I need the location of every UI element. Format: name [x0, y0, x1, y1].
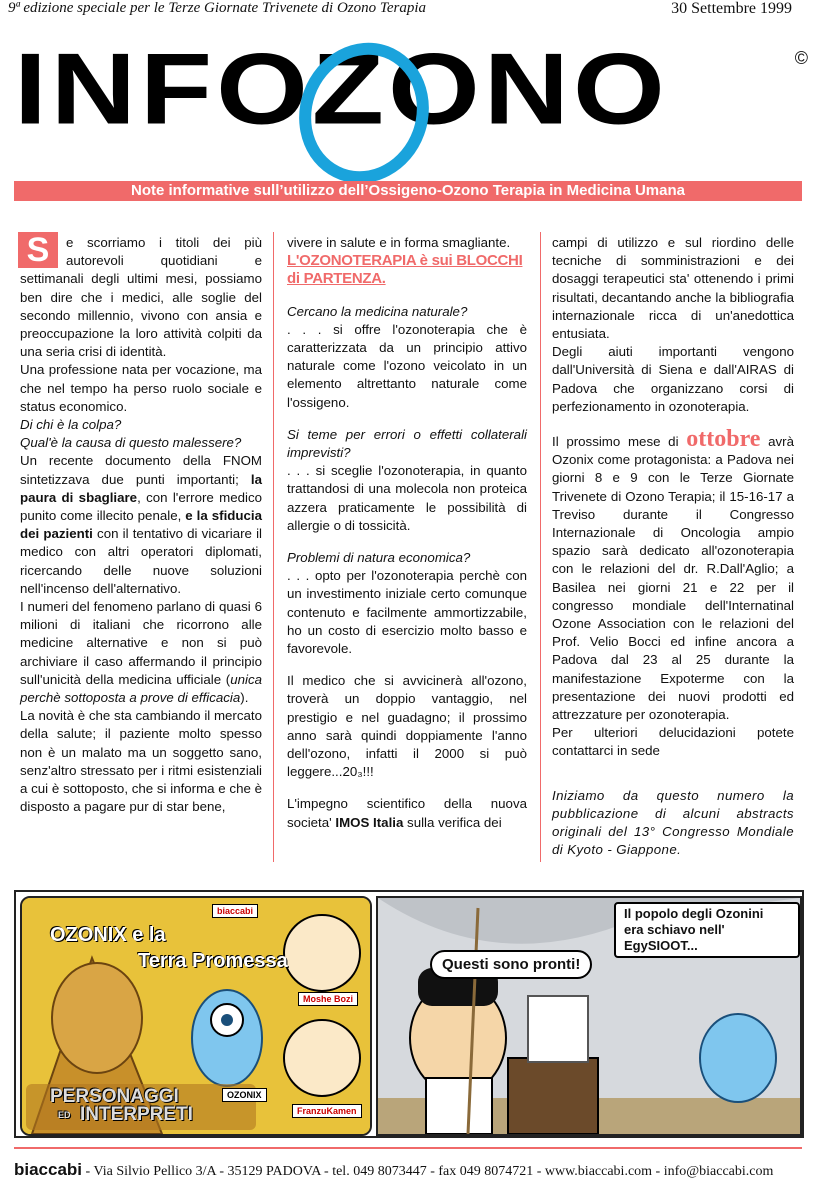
- character-label: OZONIX: [222, 1088, 267, 1102]
- comic-strip: [14, 890, 804, 1138]
- comic-caption: INTERPRETI: [80, 1104, 193, 1125]
- comic-title-2: Terra Promessa: [138, 950, 288, 972]
- issue-date: 30 Settembre 1999: [671, 0, 792, 17]
- bold-text: e la sfiducia dei pazienti: [20, 508, 262, 542]
- comic-panel-2: [376, 896, 802, 1136]
- text: avrà Ozonix come protagonista: a Padova nei giorni 8 e 9 con le Terze Giornate Trivenete di Ozono Terapia; il 15-16-17 a Treviso durante il Congresso Internazionale di Oncologia ampio spazio sarà dedicato all'ozonoterapia con le relazioni del dr. R.Dall'Aglio; a Basilea nei giorni 21 e 22 per il congresso mondiale dell'Internatinal Ozone Association con le relazioni del Prof. Velio Bocci ed infine ancora a Padova dal 23 al 25 durante la manifestazione Expoterme con la presentazione dei nuovi prodotti ed attrezzature per ozonoterapia.: [552, 434, 794, 723]
- subtitle-banner: Note informative sull’utilizzo dell’Ossigeno-Ozono Terapia in Medicina Umana: [14, 181, 802, 201]
- text: con il tentativo di vicariare il medico con altri operatori diplomati, ricercando delle nuove soluzioni nell'incenso dell'alternativo.: [20, 526, 262, 596]
- publisher-badge: biaccabi: [212, 904, 258, 918]
- narration-box: [614, 902, 800, 958]
- text: , con l'errore medico punito come illecito penale,: [20, 489, 262, 524]
- masthead: [14, 32, 808, 155]
- footer-divider: [14, 1147, 802, 1149]
- paragraph: [20, 231, 262, 361]
- bold-text: IMOS Italia: [335, 814, 404, 830]
- answer: . . . opto per l'ozonoterapia perchè con un investimento iniziale certo comunque contenuto e facilmente ammortizzabile, ho un costo di esercizio molto basso e favorevole.: [287, 568, 527, 657]
- highlight-word: ottobre: [686, 426, 761, 453]
- text: e scorriamo i titoli dei più autorevoli quotidiani e settimanali degli ultimi mesi, possiamo ben dire che i medici, alle soglie del secondo millennio, vivono con ansia e preoccupazione la loro attività colpiti da una seria crisi di identità.: [20, 235, 262, 360]
- answer: . . . si offre l'ozonoterapia che è caratterizzata da un principio attivo naturale come l'ozono veicolato in un elemento altrettanto naturale come l'ossigeno.: [287, 321, 527, 410]
- comic-caption: ED: [58, 1110, 71, 1120]
- column-divider: [273, 232, 274, 862]
- closing-note: Iniziamo da questo numero la pubblicazione di alcuni abstracts originali del 13° Congresso Mondiale di Kyoto - Giappone.: [552, 787, 794, 858]
- paragraph: vivere in salute e in forma smagliante.: [287, 235, 511, 250]
- footer-brand: biaccabi: [14, 1160, 83, 1179]
- masthead-title: INFOZONO: [14, 32, 669, 146]
- question: Di chi è la colpa?: [20, 417, 122, 433]
- paragraph: [20, 452, 262, 598]
- character-label: FranzuKamen: [292, 1104, 362, 1118]
- question: Problemi di natura economica?: [287, 550, 471, 566]
- edition-line: 9ª edizione speciale per le Terze Giornate Trivenete di Ozono Terapia: [8, 0, 426, 16]
- text: ).: [240, 690, 249, 706]
- narration-line: Il popolo degli Ozonini: [624, 906, 764, 921]
- question: Si teme per errori o effetti collaterali imprevisti?: [287, 426, 527, 461]
- article-column-2: [287, 234, 527, 832]
- narration-line: era schiavo nell' EgySIOOT...: [624, 922, 725, 953]
- copyright-mark: ©: [794, 48, 808, 68]
- answer: . . . si sceglie l'ozonoterapia, in quanto trattandosi di una molecola non proteica azzera praticamente le possibilità di allergie o di tossicità.: [287, 463, 527, 533]
- paragraph: campi di utilizzo e sul riordino delle tecniche di somministrazioni e dei dosaggi terapeutici sta' ottenendo i primi risultati, decantando anche la bibliografia internazionale ricca di un'anedottica entusiata.: [552, 235, 794, 342]
- speech-bubble: Questi sono pronti!: [430, 950, 592, 979]
- comic-title-1: OZONIX e la: [50, 924, 166, 946]
- question: Cercano la medicina naturale?: [287, 303, 468, 319]
- section-heading: L'OZONOTERAPIA è sui BLOCCHI di PARTENZA.: [287, 252, 523, 288]
- paragraph: La novità è che sta cambiando il mercato della salute; il paziente molto spesso non è un malato ma un soggetto sano, senz'altro stressato per i ritmi esistenziali a cui è sottoposto, che si informa e che è disposto a pagare pur di star bene,: [20, 708, 262, 815]
- footer-contacts: - Via Silvio Pellico 3/A - 35129 PADOVA - tel. 049 8073447 - fax 049 8074721 - www.biaccabi.com - info@biaccabi.com: [82, 1164, 774, 1179]
- italic-text: unica perchè sottoposta a prove di efficacia: [20, 671, 262, 706]
- bold-text: la paura di sbagliare: [20, 471, 262, 505]
- paragraph: Una professione nata per vocazione, ma che nel tempo ha perso ruolo sociale e status economico.: [20, 362, 262, 414]
- text: sulla verifica dei: [403, 814, 502, 830]
- column-divider: [540, 232, 541, 862]
- paragraph: Degli aiuti importanti vengono dall'Università di Siena e dall'AIRAS di Padova che organizzano corsi di perfezionamento in ozonoterapia.: [552, 344, 794, 414]
- question: Qual'è la causa di questo malessere?: [20, 435, 242, 451]
- article-column-3: [552, 234, 794, 860]
- paragraph: [20, 598, 262, 707]
- paragraph: Il medico che si avvicinerà all'ozono, troverà un doppio vantaggio, nel prestigio e nel guadagno; il prossimo anno sarà quindi doppiamente l'anno dell'ozono, infatti il 2000 si può leggere...20₃!!!: [287, 673, 527, 780]
- article-column-1: [20, 231, 262, 817]
- drop-cap: S: [18, 232, 58, 268]
- comic-caption: PERSONAGGI: [50, 1086, 179, 1107]
- text: L'impegno scientifico della nuova societa': [287, 796, 527, 830]
- footer: [14, 1160, 804, 1180]
- paragraph: Per ulteriori delucidazioni potete contattarci in sede: [552, 725, 794, 759]
- character-label: Moshe Bozi: [298, 992, 358, 1006]
- comic-panel-1: [20, 896, 372, 1136]
- text: Un recente documento della FNOM sintetizzava due punti importanti;: [20, 453, 262, 487]
- paragraph: [287, 795, 527, 831]
- text: I numeri del fenomeno parlano di quasi 6 milioni di italiani che ricorrono alle medicine alternative e non si può archiviare il caso affermando il principio sull'unicità della medicina ufficiale (: [20, 599, 262, 687]
- paragraph: [552, 426, 794, 724]
- text: Il prossimo mese di: [552, 434, 687, 450]
